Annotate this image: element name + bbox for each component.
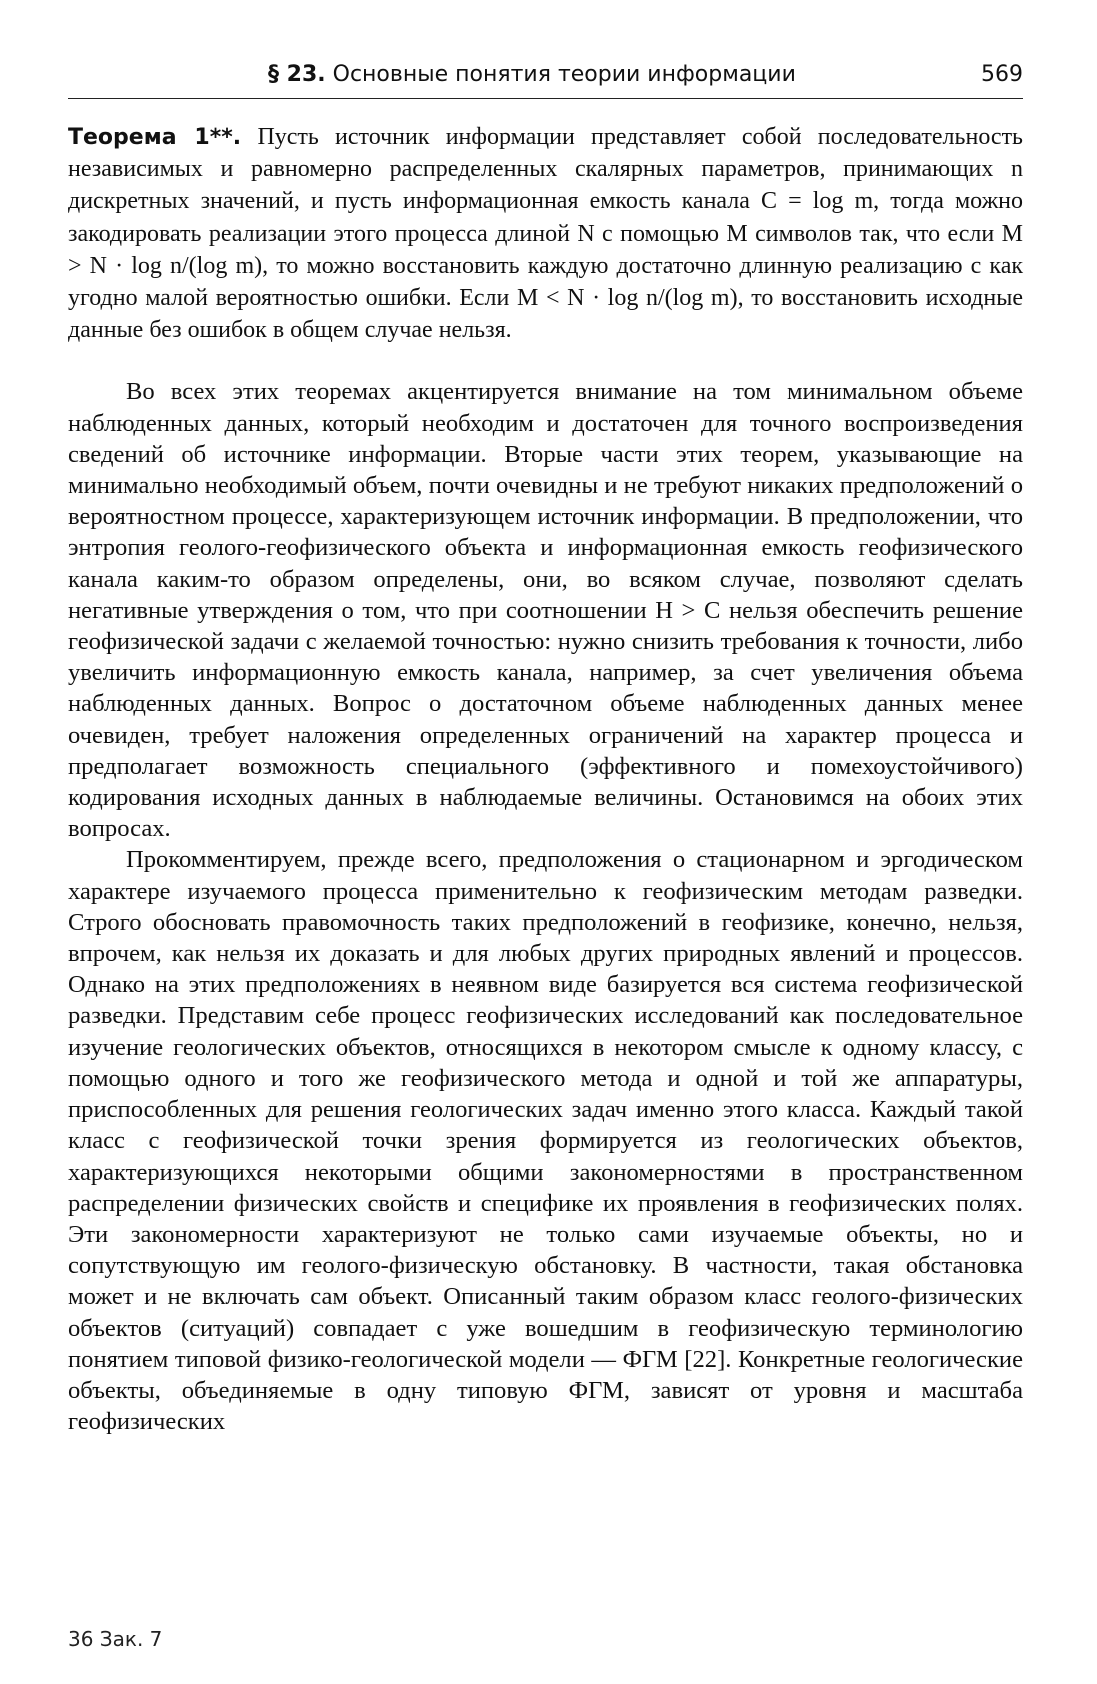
body-paragraph-2: Прокомментируем, прежде всего, предположения о стационарном и эргодическом характере изучаемого процесса применительно к геофизическим методам разведки. Строго обосновать правомочность таких предположений в геофизике, конечно, нельзя, впрочем, как нельзя их доказать и для любых других природных явлений и процессов. Однако на этих предположениях в неявном виде базируется вся система геофизической разведки. Представим себе процесс геофизических исследований как последовательное изучение геологических объектов, относящихся в некотором смысле к одному классу, с помощью одного и того же геофизического метода и одной и той же аппаратуры, приспособленных для решения геологических задач именно этого класса. Каждый такой класс с геофизической точки зрения формируется из геологических объектов, характеризующихся некоторыми общими закономерностями в пространственном распределении физических свойств и специфике их проявления в геофизических полях. Эти закономерности характеризуют не только сами изучаемые объекты, но и сопутствующую им геолого-физическую обстановку. В частности, такая обстановка может и не включать сам объект. Описанный таким образом класс геолого-физических объектов (ситуаций) совпадает с уже вошедшим в геофизическую терминологию понятием типовой физико-геологической модели — ФГМ [22]. Конкретные геологические объекты, объединяемые в одну типовую ФГМ, зависят от уровня и масштаба геофизических bbox=[68, 846, 1023, 1436]
theorem-body: Пусть источник информации представляет собой последовательность независимых и равномерно распределенных скалярных параметров, принимающих n дискретных значений, и пусть информационная емкость канала C = log m, тогда можно закодировать реализации этого процесса длиной N с помощью M символов так, что если M > N · log n/(log m), то можно восстановить каждую достаточно длинную реализацию с как угодно малой вероятностью ошибки. Если M < N · log n/(log m), то восстановить исходные данные без ошибок в общем случае нельзя. bbox=[68, 124, 1024, 344]
section-title: Основные понятия теории информации bbox=[332, 62, 796, 87]
section-mark: § 23. bbox=[268, 62, 326, 87]
book-page bbox=[68, 58, 1023, 1462]
running-head-section bbox=[268, 62, 796, 87]
page-number: 569 bbox=[981, 62, 1023, 87]
running-head bbox=[68, 58, 1023, 99]
printer-signature: 36 Зак. 7 bbox=[68, 1627, 163, 1651]
theorem-block bbox=[68, 121, 1023, 346]
theorem-title: Теорема 1**. bbox=[68, 125, 242, 150]
body-paragraph-1: Во всех этих теоремах акцентируется внимание на том минимальном объеме наблюденных данных, который необходим и достаточен для точного воспроизведения сведений об источнике информации. Вторые части этих теорем, указывающие на минимально необходимый объем, почти очевидны и не требуют никаких предположений о вероятностном процессе, характеризующем источник информации. В предположении, что энтропия геолого-геофизического объекта и информационная емкость геофизического канала каким-то образом определены, они, во всяком случае, позволяют сделать негативные утверждения о том, что при соотношении H > C нельзя обеспечить решение геофизической задачи с желаемой точностью: нужно снизить требования к точности, либо увеличить информационную емкость канала, например, за счет увеличения объема наблюденных данных. Вопрос о достаточном объеме наблюденных данных менее очевиден, требует наложения определенных ограничений на характер процесса и предполагает возможность специального (эффективного и помехоустойчивого) кодирования исходных данных в наблюдаемые величины. Остановимся на обоих этих вопросах. bbox=[68, 378, 1023, 843]
